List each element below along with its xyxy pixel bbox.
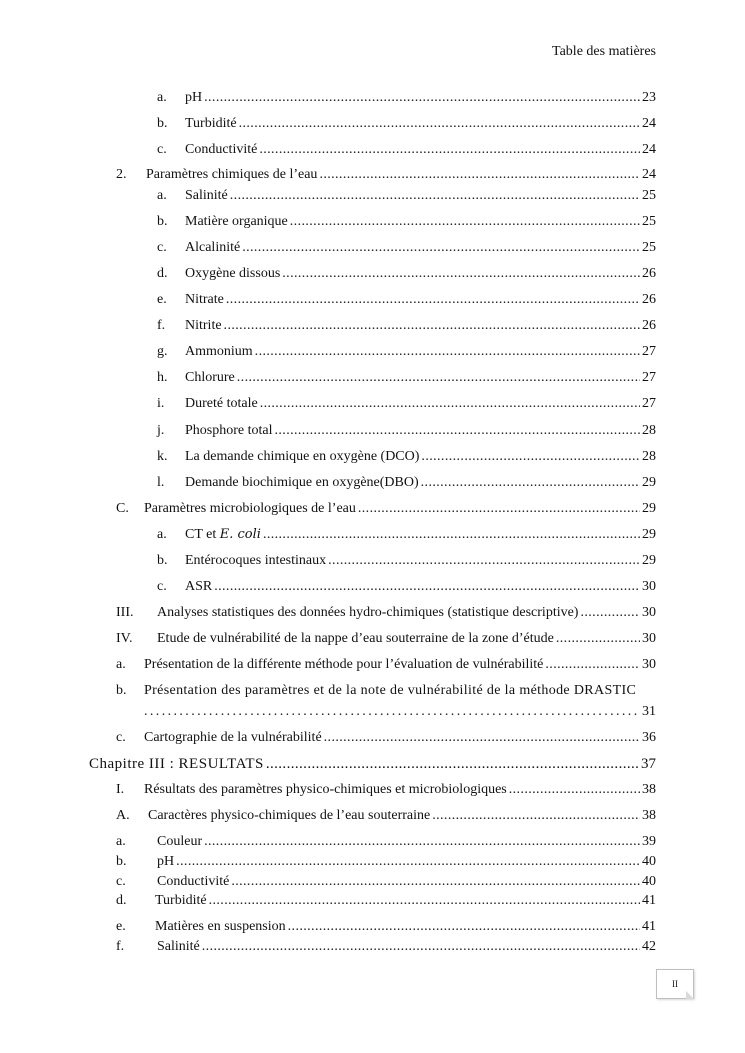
toc-entry-page: 40 (642, 854, 656, 869)
toc-entry-page: 23 (642, 90, 656, 105)
toc-entry-number: a. (116, 834, 126, 849)
toc-entry-number: h. (157, 370, 168, 385)
toc-entry-title: Cartographie de la vulnérabilité (144, 730, 322, 745)
toc-entry-number: a. (116, 657, 126, 672)
toc-entry-etude-vulnerabilite[interactable] (116, 631, 656, 647)
toc-entry-page: 30 (642, 579, 656, 594)
toc-leader-dots (204, 834, 640, 850)
toc-entry-number: a. (157, 188, 167, 203)
toc-entry-conductivite[interactable] (157, 142, 656, 158)
toc-entry-title: Nitrite (185, 318, 222, 333)
toc-entry-title: Présentation de la différente méthode pour l’évaluation de vulnérabilité (144, 657, 544, 672)
toc-entry-title (185, 527, 261, 543)
toc-entry-title: pH (185, 90, 203, 105)
toc-entry-title: Oxygène dissous (185, 266, 281, 281)
toc-leader-dots (266, 756, 639, 772)
toc-entry-page: 30 (642, 631, 656, 646)
toc-leader-dots (231, 874, 640, 890)
toc-leader-dots (209, 893, 640, 909)
toc-leader-dots (224, 318, 640, 334)
toc-entry-page: 30 (642, 605, 656, 620)
toc-entry-number: d. (157, 266, 168, 281)
toc-entry-page: 38 (642, 808, 656, 823)
toc-entry-page: 31 (642, 704, 656, 719)
toc-leader-dots (214, 579, 640, 595)
toc-entry-ammonium[interactable] (157, 344, 656, 360)
toc-leader-dots (260, 396, 640, 412)
toc-entry-title: Chapitre III : RESULTATS (89, 756, 264, 772)
toc-entry-number: b. (157, 214, 168, 229)
toc-entry-title: Salinité (157, 939, 200, 954)
toc-entry-title: pH (157, 854, 175, 869)
toc-entry-title: Matière organique (185, 214, 288, 229)
toc-entry-resultats-parametres[interactable] (116, 782, 656, 798)
toc-leader-dots (226, 292, 640, 308)
toc-entry-number: b. (116, 683, 127, 698)
toc-entry-page: 26 (642, 266, 656, 281)
toc-entry-page: 39 (642, 834, 656, 849)
toc-entry-presentation-methode[interactable] (116, 657, 656, 673)
toc-entry-number: i. (157, 396, 165, 411)
toc-entry-alcalinite[interactable] (157, 240, 656, 256)
toc-entry-title: Matières en suspension (155, 919, 286, 934)
toc-entry-enterocoques[interactable] (157, 553, 656, 569)
toc-entry-salinite[interactable] (157, 188, 656, 204)
toc-entry-turbidite-resultats[interactable] (116, 893, 656, 909)
toc-entry-number: f. (157, 318, 166, 333)
toc-entry-phosphore-total[interactable] (157, 423, 656, 439)
toc-leader-dots (204, 90, 640, 106)
toc-entry-page: 25 (642, 188, 656, 203)
toc-entry-title: Ammonium (185, 344, 253, 359)
toc-entry-analyses-statistiques[interactable] (116, 605, 656, 621)
toc-leader-dots (328, 553, 640, 569)
toc-entry-number: c. (116, 874, 126, 889)
toc-entry-title: Dureté totale (185, 396, 258, 411)
toc-entry-page: 27 (642, 344, 656, 359)
toc-entry-title-prefix: CT et (185, 527, 220, 542)
toc-entry-title-italic: E. coli (219, 527, 261, 542)
toc-leader-dots (432, 808, 640, 824)
toc-leader-dots (290, 214, 640, 230)
toc-entry-page: 29 (642, 527, 656, 542)
toc-entry-number: c. (116, 730, 126, 745)
toc-entry-title: Conductivité (185, 142, 258, 157)
toc-entry-number: a. (157, 90, 167, 105)
toc-entry-caracteres-physico-chimiques[interactable] (116, 808, 656, 824)
toc-entry-chlorure[interactable] (157, 370, 656, 386)
toc-entry-number: b. (157, 116, 168, 131)
toc-entry-number: e. (157, 292, 167, 307)
toc-entry-couleur[interactable] (116, 834, 656, 850)
toc-entry-page: 41 (642, 919, 656, 934)
page-number: II (672, 979, 678, 989)
toc-entry-page: 30 (642, 657, 656, 672)
toc-entry-page: 29 (642, 553, 656, 568)
toc-entry-title: Demande biochimique en oxygène(DBO) (185, 475, 419, 490)
toc-entry-conductivite-resultats[interactable] (116, 874, 656, 890)
toc-leader-dots (421, 449, 640, 465)
toc-leader-dots (176, 854, 640, 870)
toc-entry-page: 38 (642, 782, 656, 797)
toc-entry-title: Résultats des paramètres physico-chimiques et microbiologiques (144, 782, 507, 797)
toc-entry-title: Phosphore total (185, 423, 273, 438)
toc-entry-page: 25 (642, 214, 656, 229)
toc-entry-nitrite[interactable] (157, 318, 656, 334)
toc-entry-title: Caractères physico-chimiques de l’eau souterraine (148, 808, 431, 823)
toc-entry-dbo[interactable] (157, 475, 656, 491)
toc-leader-dots (421, 475, 640, 491)
toc-entry-cartographie[interactable] (116, 730, 656, 746)
toc-entry-parametres-chimiques[interactable] (116, 167, 656, 183)
toc-entry-title: Paramètres microbiologiques de l’eau (144, 501, 356, 516)
toc-entry-ph[interactable] (157, 90, 656, 106)
toc-leader-dots (242, 240, 640, 256)
toc-entry-number: I. (116, 782, 125, 797)
toc-leader-dots (259, 142, 640, 158)
toc-entry-page: 26 (642, 292, 656, 307)
toc-entry-number: A. (116, 808, 130, 823)
toc-entry-drastic-continuation[interactable] (144, 704, 656, 720)
toc-entry-page: 28 (642, 423, 656, 438)
toc-entry-title: Couleur (157, 834, 203, 849)
toc-entry-number: 2. (116, 167, 127, 182)
toc-entry-page: 27 (642, 370, 656, 385)
page-header: Table des matières (552, 44, 656, 59)
toc-entry-title: Chlorure (185, 370, 235, 385)
toc-entry-title: Paramètres chimiques de l’eau (146, 167, 318, 182)
toc-entry-number: b. (157, 553, 168, 568)
toc-entry-page: 25 (642, 240, 656, 255)
toc-leader-dots (255, 344, 640, 360)
toc-leader-dots (282, 266, 640, 282)
toc-entry-number: k. (157, 449, 168, 464)
toc-entry-page: 26 (642, 318, 656, 333)
toc-leader-dots (202, 939, 640, 955)
toc-entry-number: l. (157, 475, 165, 490)
toc-entry-matieres-suspension[interactable] (116, 919, 656, 935)
toc-leader-dots (556, 631, 640, 647)
toc-leader-dots (237, 370, 640, 386)
toc-entry-page: 36 (642, 730, 656, 745)
toc-entry-number: III. (116, 605, 134, 620)
toc-entry-durete-totale[interactable] (157, 396, 656, 412)
toc-entry-page: 27 (642, 396, 656, 411)
toc-entry-chapitre-3[interactable] (89, 756, 656, 772)
toc-entry-title: Conductivité (157, 874, 230, 889)
toc-entry-parametres-microbiologiques[interactable] (116, 501, 656, 517)
toc-entry-page: 42 (642, 939, 656, 954)
toc-entry-title: Entérocoques intestinaux (185, 553, 327, 568)
toc-entry-number: j. (157, 423, 165, 438)
toc-entry-dco[interactable] (157, 449, 656, 465)
toc-leader-dots (263, 527, 640, 543)
toc-entry-number: a. (157, 527, 167, 542)
toc-entry-number: IV. (116, 631, 133, 646)
toc-entry-number: c. (157, 142, 167, 157)
toc-entry-page: 24 (642, 167, 656, 182)
toc-entry-title: Alcalinité (185, 240, 241, 255)
page-number-box (656, 969, 694, 999)
toc-leader-dots (509, 782, 640, 798)
toc-entry-matiere-organique[interactable] (157, 214, 656, 230)
toc-entry-page: 24 (642, 142, 656, 157)
toc-leader-dots (239, 116, 640, 132)
toc-entry-number: f. (116, 939, 125, 954)
toc-entry-page: 29 (642, 501, 656, 516)
toc-entry-number: e. (116, 919, 126, 934)
toc-entry-title: Etude de vulnérabilité de la nappe d’eau souterraine de la zone d’étude (157, 631, 554, 646)
toc-entry-number: C. (116, 501, 129, 516)
toc-leader-dots (580, 605, 640, 621)
toc-entry-page: 28 (642, 449, 656, 464)
toc-entry-title: Turbidité (155, 893, 207, 908)
toc-entry-page: 40 (642, 874, 656, 889)
toc-leader-dots (319, 167, 640, 183)
toc-entry-number: g. (157, 344, 168, 359)
toc-entry-page: 29 (642, 475, 656, 490)
toc-entry-oxygene-dissous[interactable] (157, 266, 656, 282)
toc-leader-dots (545, 657, 640, 673)
toc-entry-salinite-resultats[interactable] (116, 939, 656, 955)
toc-entry-page: 37 (641, 756, 656, 772)
toc-leader-dots (358, 501, 640, 517)
toc-entry-title: Analyses statistiques des données hydro-chimiques (statistique descriptive) (157, 605, 579, 620)
toc-entry-number: d. (116, 893, 127, 908)
toc-entry-number: c. (157, 579, 167, 594)
toc-entry-title: Nitrate (185, 292, 224, 307)
toc-entry-title: La demande chimique en oxygène (DCO) (185, 449, 420, 464)
toc-leader-dots (324, 730, 640, 746)
toc-entry-nitrate[interactable] (157, 292, 656, 308)
page-corner-fold (686, 991, 694, 999)
toc-entry-page: 24 (642, 116, 656, 131)
toc-entry-title: ASR (185, 579, 213, 594)
toc-leader-dots (230, 188, 640, 204)
toc-leader-dots (288, 919, 640, 935)
toc-entry-title: Salinité (185, 188, 228, 203)
toc-entry-number: c. (157, 240, 167, 255)
toc-entry-ct-ecoli[interactable] (157, 527, 656, 543)
toc-leader-dots (275, 423, 641, 439)
toc-entry-title: Présentation des paramètres et de la note de vulnérabilité de la méthode DRASTIC (144, 683, 637, 698)
toc-entry-page: 41 (642, 893, 656, 908)
toc-entry-asr[interactable] (157, 579, 656, 595)
toc-entry-number: b. (116, 854, 127, 869)
toc-entry-turbidite[interactable] (157, 116, 656, 132)
toc-entry-presentation-drastic[interactable] (116, 683, 656, 699)
toc-entry-title: Turbidité (185, 116, 237, 131)
toc-entry-ph-resultats[interactable] (116, 854, 656, 870)
toc-leader-dots (144, 704, 640, 720)
